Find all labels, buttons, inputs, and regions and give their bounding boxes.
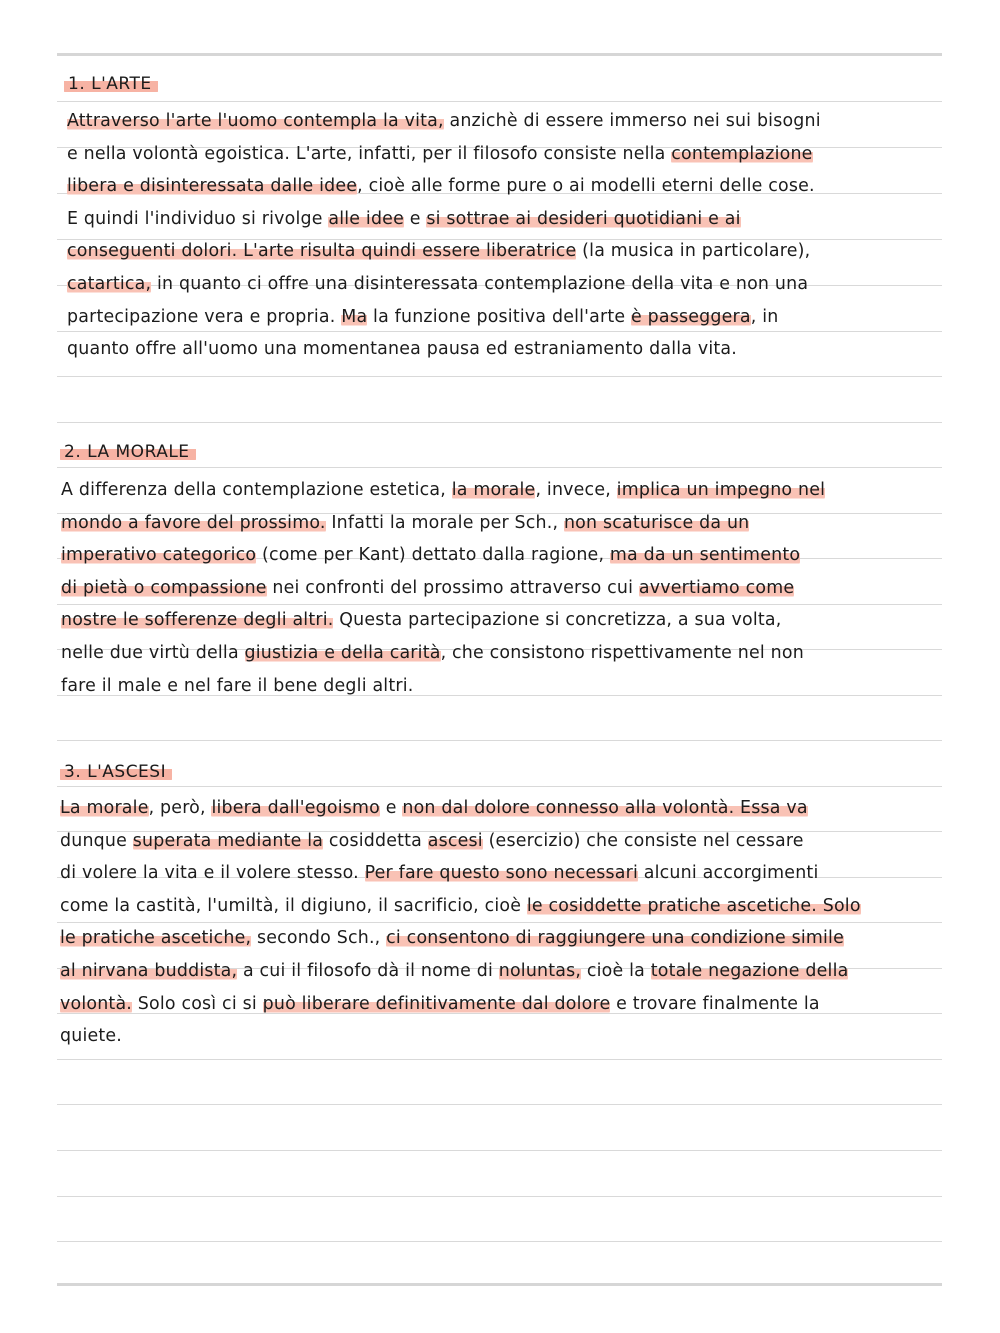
text-segment: la funzione positiva dell'arte: [367, 306, 632, 327]
text-line: [60, 1024, 122, 1048]
ruled-line: [57, 1150, 942, 1151]
text-line: [61, 674, 413, 698]
section-heading: 2. LA MORALE: [60, 442, 196, 462]
highlighted-text: non scaturisce da un: [563, 512, 750, 533]
highlighted-text: La morale: [60, 798, 149, 818]
text-line: [67, 207, 741, 231]
text-segment: in quanto ci offre una disinteressata contemplazione della vita e non una: [151, 274, 809, 294]
text-line: [61, 576, 794, 600]
ruled-line: [57, 1196, 942, 1197]
text-segment: dunque: [60, 830, 133, 851]
text-segment: Questa partecipazione si concretizza, a sua volta,: [333, 610, 782, 631]
text-line: [60, 894, 861, 918]
highlighted-text: la morale: [451, 480, 536, 500]
text-segment: di volere la vita e il volere stesso.: [60, 863, 365, 884]
ruled-line: [57, 922, 942, 923]
text-segment: , invece,: [535, 480, 617, 500]
ruled-line: [57, 604, 942, 605]
text-segment: cosiddetta: [323, 830, 428, 851]
text-segment: Solo così ci si: [132, 993, 263, 1014]
text-line: [60, 959, 848, 983]
text-segment: , però,: [148, 798, 212, 818]
text-line: [67, 272, 808, 296]
text-segment: secondo Sch.,: [251, 928, 387, 949]
text-segment: nelle due virtù della: [61, 643, 245, 663]
text-line: [67, 239, 810, 263]
highlighted-text: le pratiche ascetiche,: [60, 928, 252, 949]
text-segment: cioè la: [581, 961, 651, 981]
text-line: [60, 829, 804, 853]
highlighted-text: può liberare definitivamente dal dolore: [262, 993, 611, 1014]
highlighted-text: catartica,: [67, 274, 152, 294]
highlighted-text: implica un impegno nel: [616, 480, 826, 500]
highlighted-text: avvertiamo come: [638, 577, 795, 598]
section-heading: 3. L'ASCESI: [60, 762, 172, 782]
text-segment: anzichè di essere immerso nei sui bisogni: [443, 111, 821, 131]
text-segment: (la musica in particolare),: [576, 241, 811, 262]
text-line: [67, 174, 815, 198]
text-line: [61, 641, 804, 665]
highlighted-text: volontà.: [60, 993, 133, 1014]
text-segment: (esercizio) che consiste nel cessare: [482, 830, 804, 851]
text-segment: , in: [750, 306, 779, 327]
highlighted-text: è passeggera: [631, 306, 751, 327]
highlighted-text: mondo a favore del prossimo.: [61, 512, 326, 533]
text-segment: E quindi l'individuo si rivolge: [67, 208, 329, 229]
ruled-line: [57, 422, 942, 423]
text-line: [67, 142, 813, 166]
highlighted-text: Per fare questo sono necessari: [364, 863, 639, 884]
highlighted-text: nostre le sofferenze degli altri.: [61, 610, 334, 631]
ruled-line: [57, 376, 942, 377]
highlighted-text: Ma: [341, 306, 368, 327]
highlighted-text: non dal dolore connesso alla volontà. Essa va: [402, 798, 808, 818]
top-border-line: [57, 53, 942, 56]
ruled-line: [57, 1241, 942, 1242]
highlighted-text: giustizia e della carità: [244, 643, 441, 663]
highlighted-text: ma da un sentimento: [609, 545, 801, 566]
ruled-line: [57, 331, 942, 332]
text-line: [67, 109, 821, 133]
text-segment: come la castità, l'umiltà, il digiuno, il sacrificio, cioè: [60, 895, 527, 916]
text-line: [60, 992, 820, 1016]
highlighted-text: alle idee: [328, 208, 404, 229]
highlighted-text: noluntas,: [498, 961, 582, 981]
text-segment: A differenza della contemplazione estetica,: [61, 480, 452, 500]
text-segment: (come per Kant) dettato dalla ragione,: [256, 545, 610, 566]
ruled-line: [57, 467, 942, 468]
text-line: [61, 608, 782, 632]
text-segment: fare il male e nel fare il bene degli altri.: [61, 675, 414, 696]
text-line: [67, 305, 778, 329]
ruled-line: [57, 786, 942, 787]
text-segment: , che consistono rispettivamente nel non: [440, 643, 804, 663]
ruled-line: [57, 1104, 942, 1105]
highlighted-text: imperativo categorico: [61, 545, 257, 566]
text-segment: e trovare finalmente la: [610, 993, 820, 1014]
ruled-line: [57, 740, 942, 741]
highlighted-text: Attraverso l'arte l'uomo contempla la vita,: [67, 111, 444, 131]
text-line: [60, 926, 844, 950]
highlighted-text: le cosiddette pratiche ascetiche. Solo: [526, 895, 861, 916]
highlighted-text: conseguenti dolori. L'arte risulta quindi essere liberatrice: [67, 241, 577, 262]
text-line: [60, 861, 818, 885]
text-segment: quiete.: [60, 1026, 123, 1047]
text-line: [61, 478, 825, 502]
text-segment: Infatti la morale per Sch.,: [325, 512, 564, 533]
text-segment: a cui il filosofo dà il nome di: [237, 961, 499, 981]
text-segment: nei confronti del prossimo attraverso cui: [266, 577, 639, 598]
text-segment: , cioè alle forme pure o ai modelli eterni delle cose.: [357, 176, 815, 197]
text-segment: quanto offre all'uomo una momentanea pausa ed estraniamento dalla vita.: [67, 339, 737, 360]
text-segment: e: [379, 798, 403, 818]
section-heading: 1. L'ARTE: [64, 74, 158, 94]
text-segment: e nella volontà egoistica. L'arte, infatti, per il filosofo consiste nella: [67, 143, 672, 164]
highlighted-text: contemplazione: [671, 143, 813, 164]
bottom-border-line: [57, 1283, 942, 1286]
highlighted-text: superata mediante la: [132, 830, 324, 851]
highlighted-text: libera e disinteressata dalle idee: [67, 176, 358, 197]
text-line: [67, 337, 737, 361]
text-segment: partecipazione vera e propria.: [67, 306, 342, 327]
highlighted-text: si sottrae ai desideri quotidiani e ai: [426, 208, 741, 229]
highlighted-text: ci consentono di raggiungere una condizione simile: [386, 928, 844, 949]
text-line: [61, 543, 800, 567]
text-segment: alcuni accorgimenti: [638, 863, 819, 884]
highlighted-text: ascesi: [427, 830, 483, 851]
highlighted-text: totale negazione della: [650, 961, 849, 981]
highlighted-text: libera dall'egoismo: [211, 798, 380, 818]
ruled-line: [57, 101, 942, 102]
text-segment: e: [403, 208, 427, 229]
highlighted-text: al nirvana buddista,: [60, 961, 238, 981]
highlighted-text: di pietà o compassione: [61, 577, 267, 598]
ruled-line: [57, 1059, 942, 1060]
text-line: [60, 796, 808, 820]
text-line: [61, 511, 749, 535]
